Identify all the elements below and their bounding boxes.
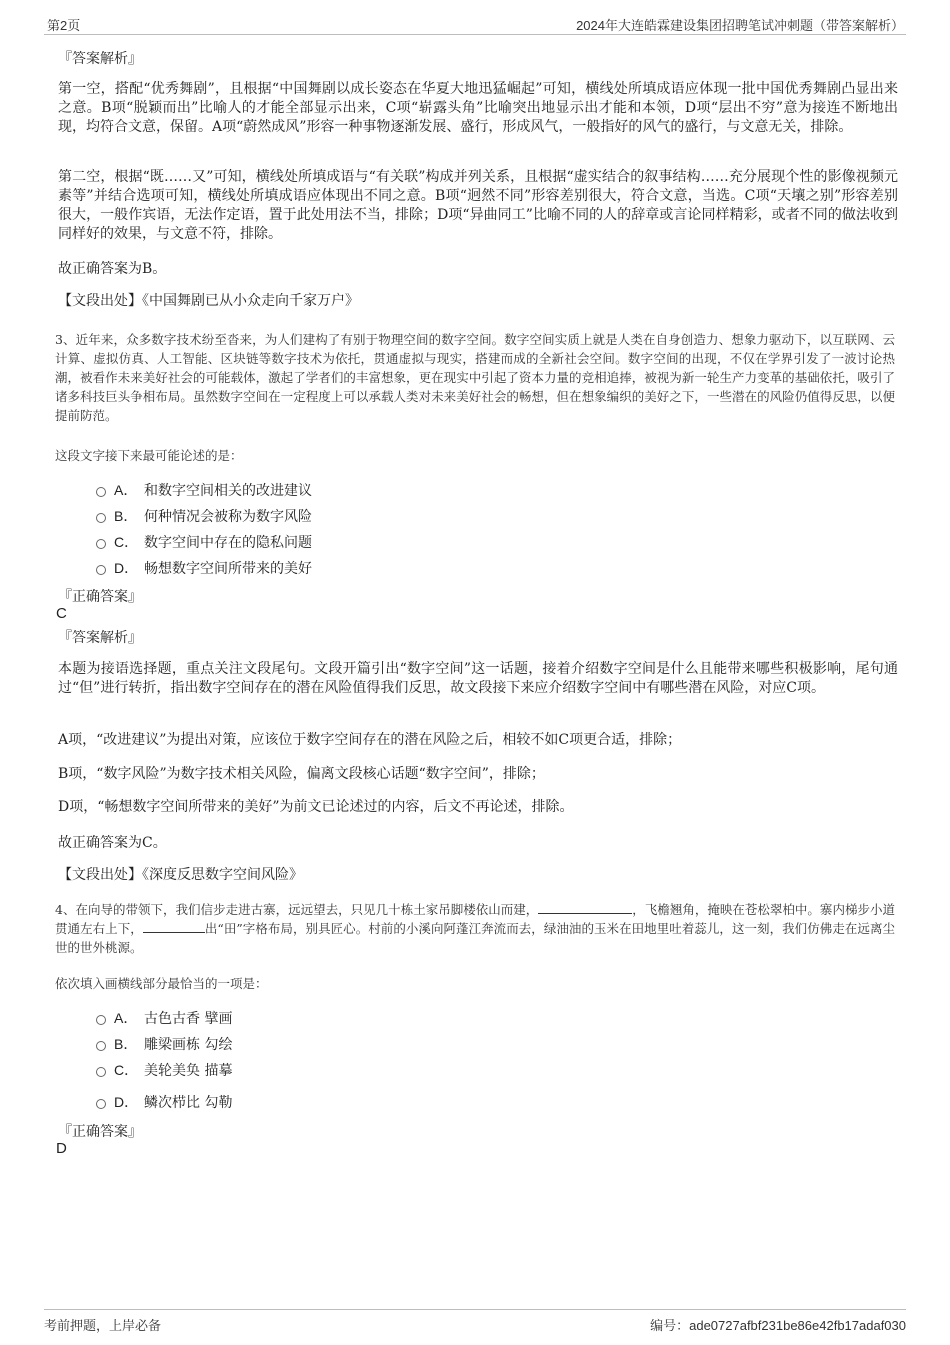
footer-slogan: 考前押题，上岸必备	[44, 1318, 162, 1333]
q4-stem: 4、在向导的带领下，我们信步走进古寨，远远望去，只见几十栋土家吊脚楼依山而建， ，飞檐翘角，掩映在苍松翠柏中。寨内梯步小道贯通左右上下， 出“田”字格布局，别具匠心。村前的小溪向阿蓬江奔流而去，绿油油的玉米在田地里吐着蕊儿，这一刻，我们仿佛走在远离尘世的世外桃源。	[55, 902, 895, 955]
q2-analysis-paragraph-1: 第一空，搭配“优秀舞剧”，且根据“中国舞剧以成长姿态在华夏大地迅猛崛起”可知，横线处所填成语应体现一批中国优秀舞剧凸显出来之意。B项“脱颖而出”比喻人的才能全部显示出来，C项“崭露头角”比喻突出地显示出才能和本领，D项“层出不穷”意为接连不断地出现，均符合文意，保留。A项“蔚然成风”形容一种事物逐渐发展、盛行，形成风气，一般指好的风气的盛行，与文意无关，排除。	[58, 81, 898, 135]
q4-answer-label: 『正确答案』	[58, 1124, 142, 1140]
q3-analysis-paragraph-2: A项，“改进建议”为提出对策，应该位于数字空间存在的潜在风险之后，相较不如C项更合适，排除；	[58, 732, 682, 748]
blank-line-1	[538, 901, 632, 914]
q3-conclusion: 故正确答案为C。	[58, 835, 167, 851]
page-header	[44, 12, 906, 35]
radio-icon[interactable]	[96, 1015, 106, 1025]
radio-icon[interactable]	[96, 1099, 106, 1109]
q3-source: 【文段出处】《深度反思数字空间风险》	[58, 867, 303, 883]
radio-icon[interactable]	[96, 539, 106, 549]
q3-analysis-paragraph-4: D项，“畅想数字空间所带来的美好”为前文已论述过的内容，后文不再论述，排除。	[58, 799, 574, 815]
radio-icon[interactable]	[96, 487, 106, 497]
q3-answer-label: 『正确答案』	[58, 589, 142, 605]
blank-line-2	[143, 920, 205, 933]
page-number: 第2页	[47, 18, 81, 33]
q3-option-b[interactable]: B． 何种情况会被称为数字风险	[96, 506, 312, 526]
q3-prompt: 这段文字接下来最可能论述的是：	[55, 448, 243, 463]
page-footer	[44, 1309, 906, 1334]
radio-icon[interactable]	[96, 1041, 106, 1051]
q4-option-d[interactable]: D． 鳞次栉比 勾勒	[96, 1092, 232, 1112]
q4-option-b[interactable]: B． 雕梁画栋 勾绘	[96, 1034, 232, 1054]
radio-icon[interactable]	[96, 513, 106, 523]
q4-option-c[interactable]: C． 美轮美奂 描摹	[96, 1060, 232, 1080]
radio-icon[interactable]	[96, 1067, 106, 1077]
document-code: 编号：ade0727afbf231be86e42fb17adaf030	[650, 1318, 906, 1333]
q3-answer: C	[56, 605, 67, 622]
document-title: 2024年大连皓霖建设集团招聘笔试冲刺题（带答案解析）	[576, 18, 904, 33]
q4-prompt: 依次填入画横线部分最恰当的一项是：	[55, 976, 268, 991]
q3-option-d[interactable]: D． 畅想数字空间所带来的美好	[96, 558, 312, 578]
q3-analysis-paragraph-3: B项，“数字风险”为数字技术相关风险，偏离文段核心话题“数字空间”，排除；	[58, 766, 545, 782]
q4-answer: D	[56, 1140, 67, 1157]
radio-icon[interactable]	[96, 565, 106, 575]
q3-option-a[interactable]: A． 和数字空间相关的改进建议	[96, 480, 312, 500]
q2-analysis-paragraph-2: 第二空，根据“既……又”可知，横线处所填成语与“有关联”构成并列关系，且根据“虚实结合的叙事结构……充分展现个性的影像视频元素等”并结合选项可知，横线处所填成语应体现出不同之意。B项“迥然不同”形容差别很大，符合文意，当选。C项“天壤之别”形容差别很大，一般作宾语，无法作定语，置于此处用法不当，排除；D项“异曲同工”比喻不同的人的辞章或言论同样精彩，或者不同的做法收到同样好的效果，与文意不符，排除。	[58, 169, 898, 242]
q3-analysis-paragraph-1: 本题为接语选择题，重点关注文段尾句。文段开篇引出“数字空间”这一话题，接着介绍数字空间是什么且能带来哪些积极影响，尾句通过“但”进行转折，指出数字空间存在的潜在风险值得我们反思，故文段接下来应介绍数字空间中有哪些潜在风险，对应C项。	[58, 661, 898, 696]
q2-source: 【文段出处】《中国舞剧已从小众走向千家万户》	[58, 293, 359, 309]
q3-option-c[interactable]: C． 数字空间中存在的隐私问题	[96, 532, 312, 552]
q4-option-a[interactable]: A． 古色古香 擘画	[96, 1008, 232, 1028]
q2-analysis-label: 『答案解析』	[58, 51, 142, 67]
q3-analysis-label: 『答案解析』	[58, 630, 142, 646]
q3-stem: 3、近年来，众多数字技术纷至沓来，为人们建构了有别于物理空间的数字空间。数字空间实质上就是人类在自身创造力、想象力驱动下，以互联网、云计算、虚拟仿真、人工智能、区块链等数字技术为依托，贯通虚拟与现实，搭建而成的全新社会空间。数字空间的出现，不仅在学界引发了一波讨论热潮，被看作未来美好社会的可能载体，激起了学者们的丰富想象，更在现实中引起了资本力量的竞相追捧，被视为新一轮生产力变革的基础依托，吸引了诸多科技巨头争相布局。虽然数字空间在一定程度上可以承载人类对未来美好社会的畅想，但在想象编织的美好之下，一些潜在的风险仍值得反思，以便提前防范。	[55, 332, 895, 423]
q2-conclusion: 故正确答案为B。	[58, 261, 167, 277]
